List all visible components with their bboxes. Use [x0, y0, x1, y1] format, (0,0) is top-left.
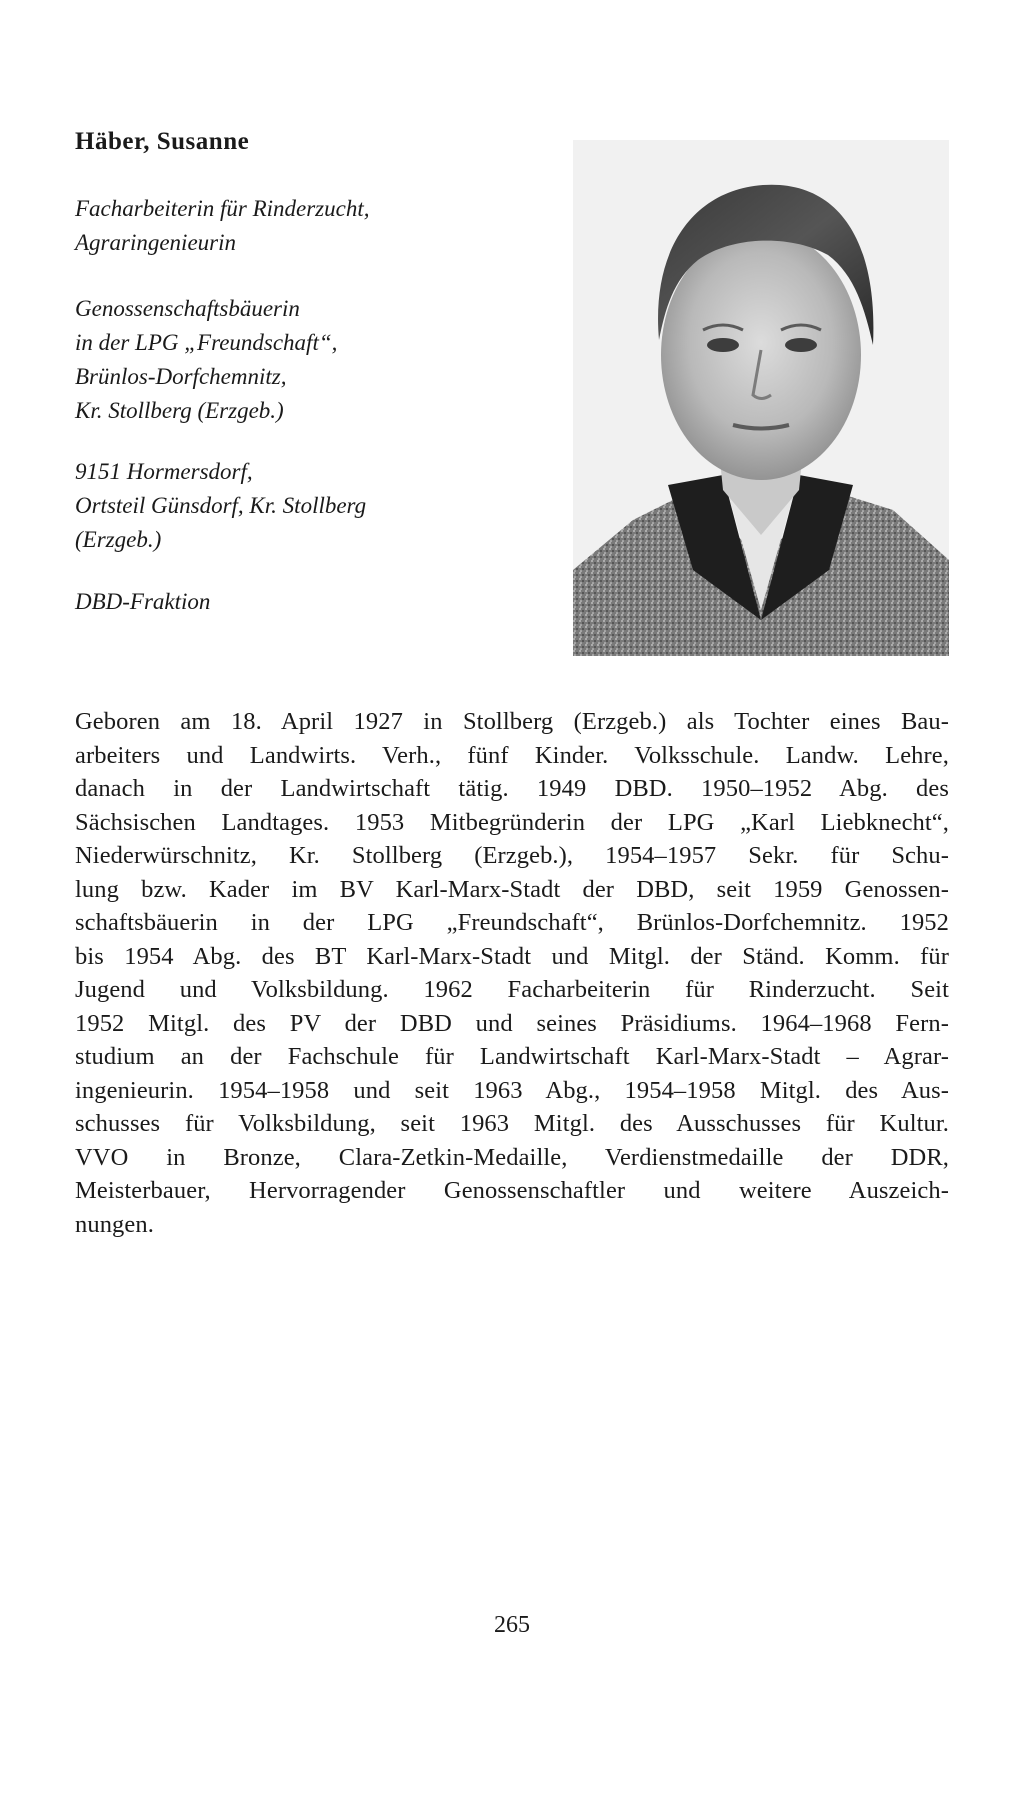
biography-text: [75, 705, 949, 1241]
faction: [75, 585, 555, 619]
faction-label: DBD-Fraktion: [75, 589, 211, 614]
position-line: Kr. Stollberg (Erzgeb.): [75, 398, 284, 423]
biography-line: studium an der Fachschule für Landwirtschaft Karl-Marx-Stadt – Agrar-: [75, 1043, 949, 1070]
address: [75, 455, 555, 557]
address-line: 9151 Hormersdorf,: [75, 459, 253, 484]
biography-line: nungen.: [75, 1210, 154, 1238]
biography-line: VVO in Bronze, Clara-Zetkin-Medaille, Verdienstmedaille der DDR,: [75, 1143, 949, 1171]
page-number: 265: [494, 1612, 530, 1638]
biography-line: danach in der Landwirtschaft tätig. 1949 DBD. 1950–1952 Abg. des: [75, 775, 949, 802]
person-name: Häber, Susanne: [75, 128, 250, 155]
biography-line: lung bzw. Kader im BV Karl-Marx-Stadt der DBD, seit 1959 Genossen-: [75, 875, 949, 903]
portrait-image: [573, 140, 949, 656]
position-line: Genossenschaftsbäuerin: [75, 296, 300, 321]
position-line: in der LPG „Freundschaft“,: [75, 330, 338, 355]
biography-line: Sächsischen Landtages. 1953 Mitbegründerin der LPG „Karl Liebknecht“,: [75, 808, 949, 836]
position: [75, 292, 555, 428]
biography-line: bis 1954 Abg. des BT Karl-Marx-Stadt und Mitgl. der Ständ. Komm. für: [75, 942, 949, 970]
address-line: (Erzgeb.): [75, 527, 162, 552]
biography-line: schusses für Volksbildung, seit 1963 Mitgl. des Ausschusses für Kultur.: [75, 1110, 949, 1137]
occupation: [75, 192, 555, 260]
occupation-line: Agraringenieurin: [75, 230, 236, 255]
biography-line: Meisterbauer, Hervorragender Genossenschaftler und weitere Auszeich-: [75, 1177, 949, 1204]
biography-line: Jugend und Volksbildung. 1962 Facharbeiterin für Rinderzucht. Seit: [75, 976, 949, 1003]
biography-line: 1952 Mitgl. des PV der DBD und seines Präsidiums. 1964–1968 Fern-: [75, 1009, 949, 1037]
position-line: Brünlos-Dorfchemnitz,: [75, 364, 287, 389]
biography-line: ingenieurin. 1954–1958 und seit 1963 Abg., 1954–1958 Mitgl. des Aus-: [75, 1076, 949, 1104]
occupation-line: Facharbeiterin für Rinderzucht,: [75, 196, 370, 221]
biography-line: schaftsbäuerin in der LPG „Freundschaft“, Brünlos-Dorfchemnitz. 1952: [75, 909, 949, 936]
biography-line: Niederwürschnitz, Kr. Stollberg (Erzgeb.), 1954–1957 Sekr. für Schu-: [75, 842, 949, 869]
biography-line: arbeiters und Landwirts. Verh., fünf Kinder. Volksschule. Landw. Lehre,: [75, 741, 949, 769]
biography-line: Geboren am 18. April 1927 in Stollberg (Erzgeb.) als Tochter eines Bau-: [75, 708, 949, 735]
address-line: Ortsteil Günsdorf, Kr. Stollberg: [75, 493, 367, 518]
portrait-photo: [573, 140, 949, 656]
